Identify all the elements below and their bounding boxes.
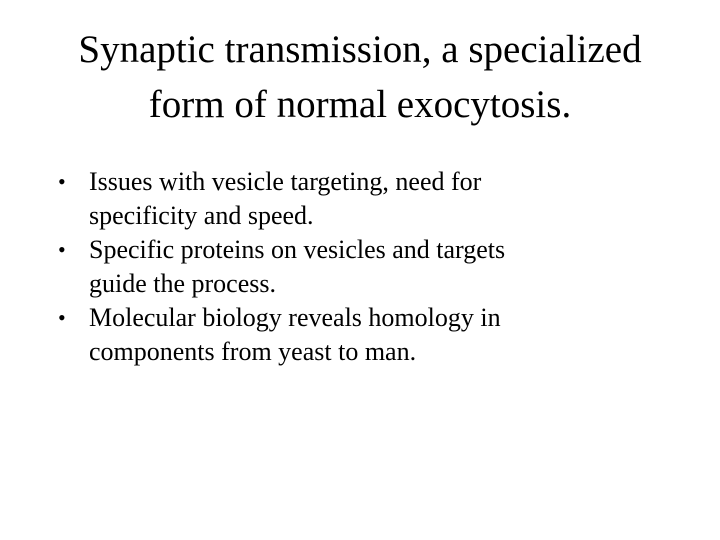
- bullet-text-line-2: components from yeast to man.: [89, 337, 417, 366]
- slide-title: [20, 22, 700, 132]
- bullet-text-line-2: guide the process.: [89, 269, 277, 298]
- bullet-text-line-2: specificity and speed.: [89, 201, 314, 230]
- bullet-icon: •: [58, 237, 66, 262]
- bullet-item-molecular-biology: [50, 301, 650, 369]
- bullet-list: [50, 165, 650, 369]
- bullet-icon: •: [58, 305, 66, 330]
- bullet-text-line-1: Issues with vesicle targeting, need for: [89, 167, 482, 196]
- bullet-text-line-1: Molecular biology reveals homology in: [89, 303, 501, 332]
- slide-title-line-2: form of normal exocytosis.: [148, 83, 572, 126]
- bullet-item-vesicle-targeting: [50, 165, 650, 233]
- slide-title-line-1: Synaptic transmission, a specialized: [78, 28, 642, 71]
- bullet-icon: •: [58, 169, 66, 194]
- bullet-item-specific-proteins: [50, 233, 650, 301]
- bullet-text-line-1: Specific proteins on vesicles and targets: [89, 235, 506, 264]
